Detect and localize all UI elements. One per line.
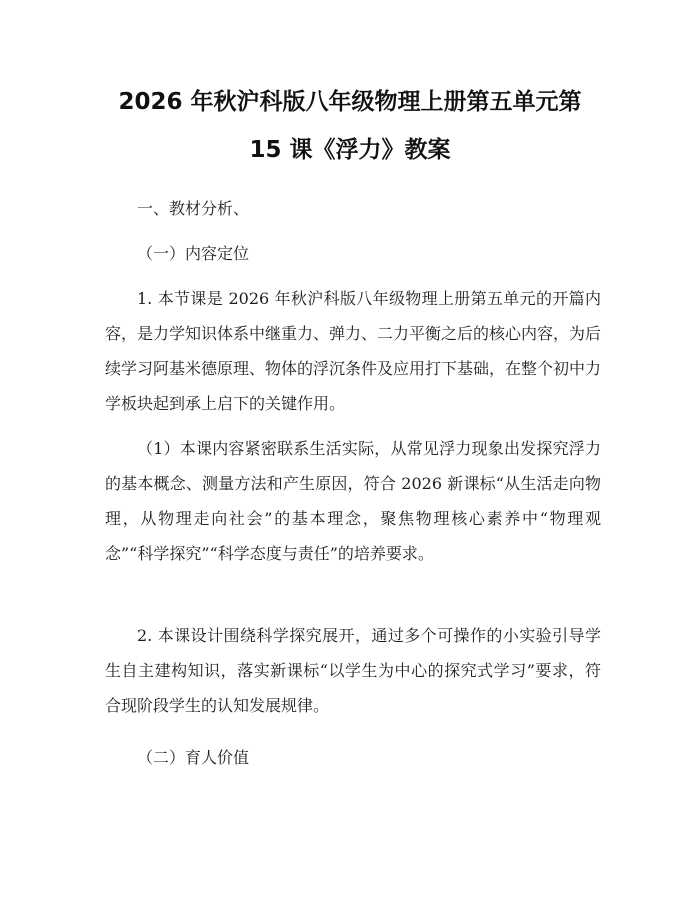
paragraph-1-sub-1: （1）本课内容紧密联系生活实际，从常见浮力现象出发探究浮力的基本概念、测量方法和产生原因，符合 2026 新课标“从生活走向物理，从物理走向社会”的基本理念，聚焦物理核心素养中“物理观念”“科学探究”“科学态度与责任”的培养要求。 (105, 439, 601, 563)
document-title (90, 78, 610, 174)
section-heading-teaching-material-analysis: 一、教材分析、 (137, 199, 250, 218)
subsection-heading-content-positioning: （一）内容定位 (137, 244, 250, 263)
title-line-1: 2026 年秋沪科版八年级物理上册第五单元第 (118, 89, 582, 115)
subsection-heading-educational-value: （二）育人价值 (137, 748, 250, 767)
paragraph-1: 1. 本节课是 2026 年秋沪科版八年级物理上册第五单元的开篇内容，是力学知识体系中继重力、弹力、二力平衡之后的核心内容，为后续学习阿基米德原理、物体的浮沉条件及应用打下基础，在整个初中力学板块起到承上启下的关键作用。 (105, 289, 602, 413)
paragraph-2: 2. 本课设计围绕科学探究展开，通过多个可操作的小实验引导学生自主建构知识，落实新课标“以学生为中心的探究式学习”要求，符合现阶段学生的认知发展规律。 (105, 626, 601, 715)
title-line-2: 15 课《浮力》教案 (249, 137, 451, 163)
